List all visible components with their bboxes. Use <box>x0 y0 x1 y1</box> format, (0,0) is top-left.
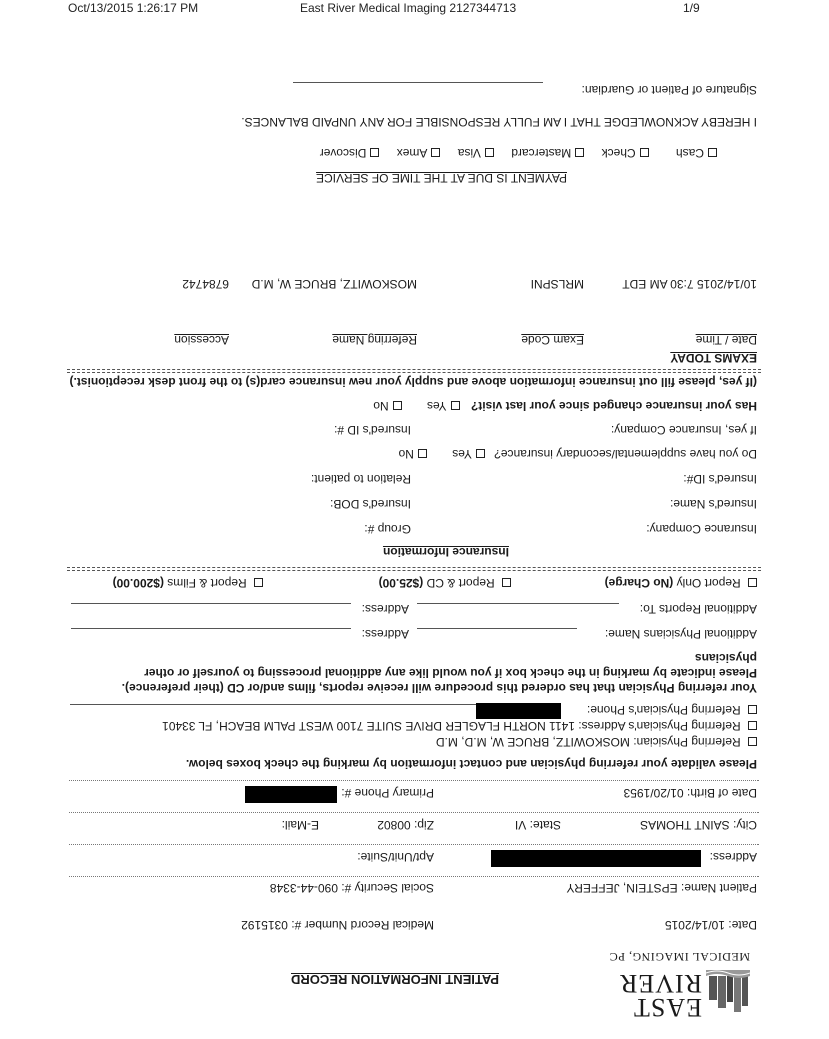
state-label: State: <box>529 818 561 832</box>
logo-subtitle: MEDICAL IMAGING, PC <box>609 950 750 964</box>
insurance-changed-row <box>373 399 757 413</box>
cash-label: Cash <box>675 146 704 160</box>
supplemental-no-checkbox[interactable] <box>418 449 427 458</box>
amex-checkbox[interactable] <box>431 148 440 157</box>
exam-row-accession: 6784742 <box>182 277 229 291</box>
changed-no-option[interactable] <box>373 399 401 413</box>
referring-address-checkbox[interactable] <box>748 721 757 730</box>
ssn-label: Social Security #: <box>341 881 434 895</box>
referring-address-label: Referring Physician's Address: <box>578 719 741 733</box>
referring-address-value: 1411 NORTH FLAGLER DRIVE SUITE 7100 WEST PALM BEACH, FL 33401 <box>162 719 575 733</box>
visa-checkbox[interactable] <box>485 148 494 157</box>
validate-instructions: Please validate your referring physician and contact information by marking the check boxes below. <box>185 757 757 771</box>
email-label: E-Mail: <box>281 818 319 832</box>
referring-physician-row <box>436 735 757 749</box>
additional-physicians-line[interactable] <box>417 628 577 629</box>
mastercard-checkbox[interactable] <box>575 148 584 157</box>
payment-option-visa[interactable] <box>458 146 494 160</box>
payment-option-cash[interactable] <box>676 146 717 160</box>
exam-row-referring: MOSKOWITZ, BRUCE W, M.D <box>251 277 417 291</box>
redacted-referring-phone <box>476 703 561 719</box>
supplemental-no-label: No <box>398 447 414 461</box>
payment-options <box>306 146 717 160</box>
cash-checkbox[interactable] <box>708 148 717 157</box>
referring-phone-row <box>587 703 757 717</box>
group-label: Group #: <box>364 522 411 536</box>
logo-river-text: RIVER <box>619 969 702 998</box>
changed-yes-label: Yes <box>426 399 447 413</box>
report-only-checkbox[interactable] <box>748 578 757 587</box>
report-films-option[interactable] <box>113 576 263 590</box>
patient-name-field <box>566 881 757 895</box>
changed-no-checkbox[interactable] <box>393 401 402 410</box>
city-field <box>640 818 757 832</box>
changed-yes-option[interactable] <box>427 399 460 413</box>
mrn-value: 0315192 <box>241 918 288 932</box>
report-films-checkbox[interactable] <box>254 578 263 587</box>
supplemental-no-option[interactable] <box>399 447 427 461</box>
signature-label: Signature of Patient or Guardian: <box>581 83 757 97</box>
date-value: 10/14/2015 <box>664 918 725 932</box>
divider <box>69 876 759 877</box>
additional-physicians-label: Additional Physicians Name: <box>604 627 757 641</box>
section-divider <box>67 372 761 373</box>
if-yes-id-label: Insured's ID #: <box>334 423 411 437</box>
report-only-price: (No Charge) <box>604 576 674 590</box>
exam-row-datetime: 10/14/2015 7:30 AM EDT <box>622 277 757 291</box>
report-films-price: ($200.00) <box>112 576 164 590</box>
referring-physician-label: Referring Physician: <box>633 735 741 749</box>
insurance-changed-question: Has your insurance changed since your last visit? <box>470 399 757 413</box>
ssn-field <box>270 881 434 895</box>
check-label: Check <box>601 146 636 160</box>
insureds-id-label: Insured's ID#: <box>683 472 757 486</box>
ordered-text-line3: physicians <box>694 651 757 665</box>
state-value: VI <box>514 818 527 832</box>
changed-no-label: No <box>373 399 389 413</box>
fax-page-number: 1/9 <box>683 1 700 15</box>
supplemental-yes-option[interactable] <box>452 447 485 461</box>
additional-reports-label: Additional Reports To: <box>639 602 757 616</box>
exams-col-code: Exam Code <box>521 333 584 347</box>
supplemental-yes-label: Yes <box>452 447 472 461</box>
report-only-label: Report Only <box>676 576 741 590</box>
relation-label: Relation to patient: <box>310 472 411 486</box>
exams-col-accession: Accession <box>174 333 229 347</box>
date-label: Date: <box>728 918 757 932</box>
payment-option-mastercard[interactable] <box>511 146 584 160</box>
additional-physicians-address-label: Address: <box>361 627 409 641</box>
insureds-dob-label: Insured's DOB: <box>330 497 411 511</box>
zip-value: 00802 <box>377 818 411 832</box>
dob-label: Date of Birth: <box>686 786 757 800</box>
dob-field <box>624 786 757 800</box>
supplemental-question: Do you have supplemental/secondary insurance? <box>494 447 757 461</box>
check-checkbox[interactable] <box>640 148 649 157</box>
fax-timestamp: Oct/13/2015 1:26:17 PM <box>68 1 199 15</box>
zip-label: Zip: <box>413 818 434 832</box>
report-only-option[interactable] <box>605 576 757 590</box>
date-field <box>665 918 757 932</box>
additional-physicians-address-line[interactable] <box>71 628 351 629</box>
phone-label: Primary Phone #: <box>341 786 434 800</box>
payment-option-check[interactable] <box>602 146 649 160</box>
visa-label: Visa <box>457 146 481 160</box>
patient-name-label: Patient Name: <box>680 881 757 895</box>
dob-value: 01/20/1953 <box>623 786 684 800</box>
additional-reports-address-label: Address: <box>361 602 409 616</box>
insureds-name-label: Insured's Name: <box>670 497 757 511</box>
divider <box>69 780 759 781</box>
report-cd-option[interactable] <box>379 576 511 590</box>
mrn-label: Medical Record Number #: <box>291 918 434 932</box>
divider <box>69 844 759 845</box>
responsibility-acknowledgement: I HEREBY ACKNOWLEDGE THAT I AM FULLY RESPONSIBLE FOR ANY UNPAID BALANCES. <box>241 115 757 129</box>
mrn-field <box>241 918 434 932</box>
section-divider <box>67 570 761 571</box>
exams-col-datetime: Date / Time <box>695 333 757 347</box>
payment-heading: PAYMENT IS DUE AT THE TIME OF SERVICE <box>316 171 567 185</box>
ssn-value: 090-44-3348 <box>269 881 338 895</box>
exams-col-referring: Referring Name <box>332 333 417 347</box>
insurance-company-label: Insurance Company: <box>646 522 757 536</box>
report-cd-price: ($25.00) <box>378 576 424 590</box>
state-field <box>515 818 561 832</box>
exams-heading: EXAMS TODAY <box>670 351 757 365</box>
ordered-text-line2: Please indicate by marking in the check box if you would like any additional processing to yourself or other <box>144 666 757 680</box>
payment-option-amex[interactable] <box>397 146 441 160</box>
additional-reports-address-line[interactable] <box>71 603 351 604</box>
address-label: Address: <box>709 850 757 864</box>
additional-reports-line[interactable] <box>417 603 619 604</box>
amex-label: Amex <box>396 146 428 160</box>
payment-option-discover[interactable] <box>320 146 380 160</box>
supplemental-yes-checkbox[interactable] <box>476 449 485 458</box>
fax-header <box>0 0 829 16</box>
insurance-heading: Insurance Information <box>382 545 509 559</box>
referring-address-row <box>162 719 757 733</box>
patient-name-value: EPSTEIN, JEFFERY <box>566 881 678 895</box>
insurance-note: (If yes, please fill out insurance information above and supply your new insurance card(s) to the front desk receptionist.) <box>69 375 757 389</box>
exam-row-code: MRLSPNI <box>530 277 584 291</box>
discover-label: Discover <box>319 146 367 160</box>
referring-physician-checkbox[interactable] <box>748 737 757 746</box>
redacted-address <box>491 850 701 867</box>
east-river-logo <box>590 940 750 1020</box>
ordered-text-line1: Your referring Physician that has ordered this procedure will receive reports, films and/or CD (their preference). <box>121 681 757 695</box>
report-cd-label: Report & CD <box>426 576 495 590</box>
city-label: City: <box>733 818 757 832</box>
referring-physician-value: MOSKOWITZ, BRUCE W, M.D, M.D <box>435 735 630 749</box>
city-value: SAINT THOMAS <box>640 818 730 832</box>
changed-yes-checkbox[interactable] <box>451 401 460 410</box>
referring-phone-line <box>70 704 476 705</box>
fax-sender: East River Medical Imaging 2127344713 <box>300 1 517 15</box>
discover-checkbox[interactable] <box>370 148 379 157</box>
report-films-label: Report & Films <box>167 576 247 590</box>
report-cd-checkbox[interactable] <box>502 578 511 587</box>
city-skyline-icon <box>706 970 750 1016</box>
redacted-phone <box>245 786 337 803</box>
supplemental-question-row <box>399 447 757 461</box>
form-title: PATIENT INFORMATION RECORD <box>291 972 499 987</box>
apt-label: Apt/Unit/Suite: <box>357 850 434 864</box>
logo-east-text: EAST <box>633 993 702 1022</box>
section-divider <box>67 567 761 568</box>
zip-field <box>377 818 434 832</box>
referring-phone-label: Referring Physician's Phone: <box>586 703 741 717</box>
if-yes-company-label: If yes, Insurance Company: <box>610 423 757 437</box>
mastercard-label: Mastercard <box>511 146 572 160</box>
section-divider <box>67 369 761 370</box>
referring-phone-checkbox[interactable] <box>748 705 757 714</box>
scanned-form-page <box>0 16 829 1039</box>
divider <box>69 812 759 813</box>
signature-line[interactable] <box>293 82 543 83</box>
